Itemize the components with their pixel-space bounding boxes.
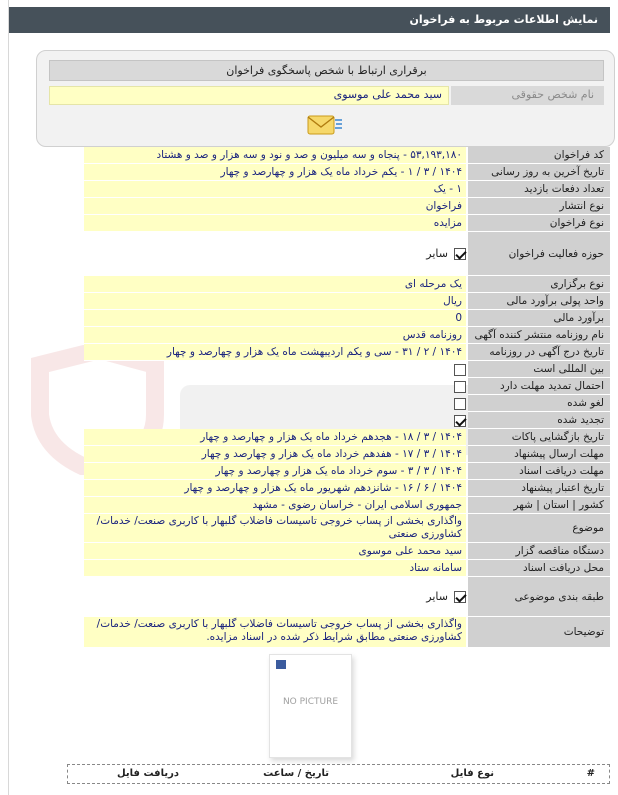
- field-value-1: ۱۴۰۴ / ۳ / ۱ - یکم خرداد ماه یک هزار و چهارصد و چهار: [84, 164, 466, 181]
- file-col-download: دریافت فایل: [117, 768, 179, 779]
- field-value-20: واگذاری بخشی از پساب خروجی تاسیسات فاضلاب گلبهار با کاربری صنعت/ خدمات/ کشاورزی صنعتی: [84, 514, 466, 543]
- field-value-18: ۱۴۰۴ / ۶ / ۱۶ - شانزدهم شهریور ماه یک هزار و چهارصد و چهار: [84, 480, 466, 497]
- field-value-10: ۱۴۰۴ / ۲ / ۳۱ - سی و یکم اردیبهشت ماه یک هزار و چهارصد و چهار: [84, 344, 466, 361]
- field-label-17: مهلت دریافت اسناد: [468, 463, 610, 480]
- field-label-21: دستگاه مناقصه گزار: [468, 543, 610, 560]
- file-table-header: [67, 764, 610, 784]
- legal-person-value: سید محمد علی موسوی: [49, 86, 449, 105]
- broken-image-icon: [276, 660, 286, 669]
- checkbox-text-category_other: سایر: [426, 590, 448, 603]
- field-label-8: برآورد مالی: [468, 310, 610, 327]
- field-label-2: تعداد دفعات بازدید: [468, 181, 610, 198]
- file-col-index: #: [586, 768, 595, 779]
- field-label-18: تاریخ اعتبار پیشنهاد: [468, 480, 610, 497]
- field-label-1: تاریخ آخرین به روز رسانی: [468, 164, 610, 181]
- field-value-0: ۵۳,۱۹۳,۱۸۰ - پنجاه و سه میلیون و صد و نود و سه هزار و صد و هشتاد: [84, 147, 466, 164]
- checkbox-cancelled[interactable]: [454, 398, 466, 410]
- field-value-22: سامانه ستاد: [84, 560, 466, 577]
- field-label-7: واحد پولی برآورد مالی: [468, 293, 610, 310]
- checkbox-renewed[interactable]: [454, 415, 466, 427]
- field-value-6: یک مرحله ای: [84, 276, 466, 293]
- field-value-19: جمهوری اسلامی ایران - خراسان رضوی - مشهد: [84, 497, 466, 514]
- field-value-16: ۱۴۰۴ / ۳ / ۱۷ - هفدهم خرداد ماه یک هزار و چهارصد و چهار: [84, 446, 466, 463]
- field-label-0: کد فراخوان: [468, 147, 610, 164]
- field-label-19: کشور | استان | شهر: [468, 497, 610, 514]
- field-value-15: ۱۴۰۴ / ۳ / ۱۸ - هجدهم خرداد ماه یک هزار و چهارصد و چهار: [84, 429, 466, 446]
- field-value-24: واگذاری بخشی از پساب خروجی تاسیسات فاضلاب گلبهار با کاربری صنعت/ خدمات/ کشاورزی صنعتی مطابق شرایط ذکر شده در اسناد مزایده.: [84, 617, 466, 648]
- file-col-type: نوع فایل: [450, 768, 494, 779]
- field-value-17: ۱۴۰۴ / ۳ / ۳ - سوم خرداد ماه یک هزار و چهارصد و چهار: [84, 463, 466, 480]
- field-label-11: بین المللی است: [468, 361, 610, 378]
- field-label-12: احتمال تمدید مهلت دارد: [468, 378, 610, 395]
- field-label-15: تاریخ بازگشایی پاکات: [468, 429, 610, 446]
- checkbox-text-activity_other: سایر: [426, 247, 448, 260]
- contact-heading: برقراری ارتباط با شخص پاسخگوی فراخوان: [49, 60, 604, 81]
- field-label-4: نوع فراخوان: [468, 215, 610, 232]
- field-label-23: طبقه بندی موضوعی: [468, 577, 610, 617]
- field-label-6: نوع برگزاری: [468, 276, 610, 293]
- legal-person-label: نام شخص حقوقی: [451, 86, 604, 105]
- checkbox-activity_other[interactable]: [454, 248, 466, 260]
- contact-panel: [36, 50, 615, 147]
- field-label-9: نام روزنامه منتشر کننده آگهی: [468, 327, 610, 344]
- envelope-icon[interactable]: [304, 111, 344, 139]
- field-label-13: لغو شده: [468, 395, 610, 412]
- checkbox-international[interactable]: [454, 364, 466, 376]
- field-label-14: تجدید شده: [468, 412, 610, 429]
- page-title: نمایش اطلاعات مربوط به فراخوان: [9, 7, 610, 33]
- field-label-10: تاریخ درج آگهی در روزنامه: [468, 344, 610, 361]
- field-label-16: مهلت ارسال پیشنهاد: [468, 446, 610, 463]
- field-value-2: ۱ - یک: [84, 181, 466, 198]
- field-label-20: موضوع: [468, 514, 610, 543]
- checkbox-extension[interactable]: [454, 381, 466, 393]
- field-value-21: سید محمد علی موسوی: [84, 543, 466, 560]
- no-picture-thumbnail: [269, 654, 352, 758]
- field-label-22: محل دریافت اسناد: [468, 560, 610, 577]
- field-value-9: روزنامه قدس: [84, 327, 466, 344]
- checkbox-category_other[interactable]: [454, 591, 466, 603]
- field-label-3: نوع انتشار: [468, 198, 610, 215]
- field-value-7: ریال: [84, 293, 466, 310]
- no-picture-text: NO PICTURE: [282, 697, 339, 707]
- field-value-3: فراخوان: [84, 198, 466, 215]
- field-label-5: حوزه فعالیت فراخوان: [468, 232, 610, 276]
- field-label-24: توضیحات: [468, 617, 610, 648]
- field-value-8: 0: [84, 310, 466, 327]
- field-value-4: مزایده: [84, 215, 466, 232]
- file-col-date: تاریخ / ساعت: [263, 768, 329, 779]
